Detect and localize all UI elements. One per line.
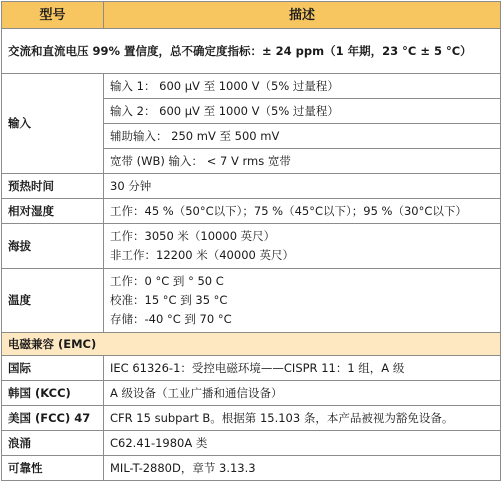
reliability-row [2, 456, 501, 481]
warmup-label: 预热时间 [2, 174, 104, 199]
col-header-description: 描述 [104, 2, 501, 29]
temperature-values [104, 269, 501, 333]
surge-row [2, 431, 501, 456]
korea-label: 韩国 (KCC) [2, 381, 104, 406]
reliability-value: MIL-T-2880D，章节 3.13.3 [104, 456, 501, 481]
emc-section-row [2, 333, 501, 356]
korea-value: A 级设备（工业广播和通信设备） [104, 381, 501, 406]
wb-input-value: 宽带 (WB) 输入： < 7 V rms 宽带 [104, 149, 501, 174]
aux-input-value: 辅助输入： 250 mV 至 500 mV [104, 124, 501, 149]
international-label: 国际 [2, 356, 104, 381]
humidity-row [2, 199, 501, 224]
temperature-row [2, 269, 501, 333]
usa-label: 美国 (FCC) 47 [2, 406, 104, 431]
reliability-label: 可靠性 [2, 456, 104, 481]
humidity-value: 工作：45 %（50°C以下）；75 %（45°C以下）；95 %（30°C以下） [104, 199, 501, 224]
humidity-label: 相对湿度 [2, 199, 104, 224]
temperature-label: 温度 [2, 269, 104, 333]
altitude-row [2, 224, 501, 269]
accuracy-spec: 交流和直流电压 99% 置信度，总不确定度指标：± 24 ppm（1 年期，23 °C ± 5 °C） [2, 29, 501, 74]
input-1-value: 输入 1： 600 µV 至 1000 V（5% 过量程） [104, 74, 501, 99]
altitude-label: 海拔 [2, 224, 104, 269]
korea-row [2, 381, 501, 406]
spec-table [1, 1, 501, 481]
temperature-operating: 工作：0 °C 到 ° 50 C [110, 274, 224, 288]
accuracy-row [2, 29, 501, 74]
temperature-calibration: 校准：15 °C 到 35 °C [110, 293, 228, 307]
input-2-value: 输入 2： 600 µV 至 1000 V（5% 过量程） [104, 99, 501, 124]
altitude-nonoperating: 非工作：12200 米（40000 英尺） [110, 248, 294, 262]
header-row [2, 2, 501, 29]
input-row-1 [2, 74, 501, 99]
surge-label: 浪涌 [2, 431, 104, 456]
usa-row [2, 406, 501, 431]
international-row [2, 356, 501, 381]
usa-value: CFR 15 subpart B。根据第 15.103 条，本产品被视为豁免设备。 [104, 406, 501, 431]
altitude-operating: 工作：3050 米（10000 英尺） [110, 229, 276, 243]
surge-value: C62.41-1980A 类 [104, 431, 501, 456]
warmup-value: 30 分钟 [104, 174, 501, 199]
input-label: 输入 [2, 74, 104, 174]
col-header-model: 型号 [2, 2, 104, 29]
emc-section-title: 电磁兼容 (EMC) [2, 333, 501, 356]
temperature-storage: 存储：-40 °C 到 70 °C [110, 312, 232, 326]
warmup-row [2, 174, 501, 199]
altitude-values [104, 224, 501, 269]
international-value: IEC 61326-1：受控电磁环境——CISPR 11：1 组，A 级 [104, 356, 501, 381]
